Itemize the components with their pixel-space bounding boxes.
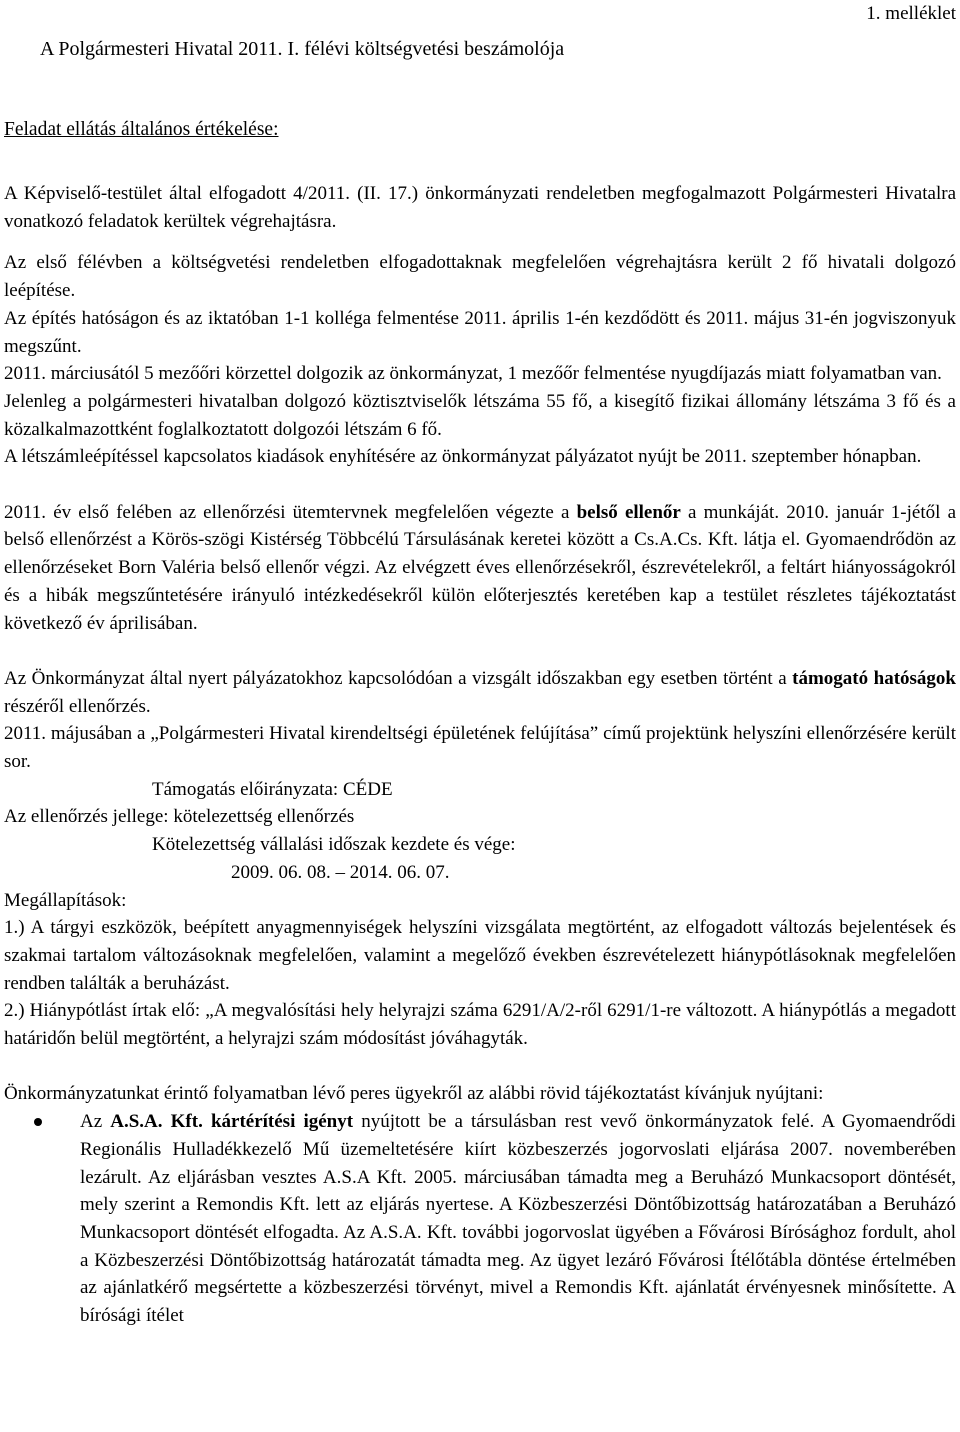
annex-label: 1. melléklet: [866, 3, 956, 24]
finding-2: 2.) Hiánypótlást írtak elő: „A megvalósítási hely helyrajzi száma 6291/A/2-ről 6291/1-re változott. A hiánypótlás a megadott határidőn belül megtörtént, a helyrajzi szám módosítást jóváhagyták.: [4, 1000, 956, 1050]
period-dates: 2009. 06. 08. – 2014. 06. 07.: [231, 861, 450, 883]
list-item: Az A.S.A. Kft. kártérítési igényt nyújtott be a társulásban rest vevő önkormányzatok felé. A Gyomaendrődi Regionális Hulladékkezelő Mű üzemeltetésére kiírt közbeszerzés jogorvoslati eljárása 2007. novemberében lezárult. Az eljárásban vesztes A.S.A Kft. 2005. márciusában támadta meg a Beruházó Munkacsoport döntését, mely szerint a Remondis Kft. lett az eljárás nyertese. A Közbeszerzési Döntőbizottság határozatában a Beruházó Munkacsoport döntését elfogadta. Az A.S.A. Kft. további jogorvoslat ügyében a Fővárosi Bírósághoz fordult, ahol a Közbeszerzési Döntőbizottság határozatát támadta meg. Az ügyet lezáró Fővárosi Ítélőtábla döntése értelmében az ajánlatkérő megsértette a közbeszerzési törvényt, mivel a Remondis Kft. ajánlatát érvényesnek minősítette. A bírósági ítélet: [4, 1108, 956, 1330]
support-line: Támogatás előirányzata: CÉDE: [152, 778, 393, 800]
lawsuit-list: [4, 1108, 956, 1330]
paragraph-downsizing: Az első félévben a költségvetési rendeletben elfogadottaknak megfelelően végrehajtásra került 2 fő hivatali dolgozó leépítése.: [4, 252, 956, 302]
paragraph-project-check: 2011. májusában a „Polgármesteri Hivatal kirendeltségi épületének felújítása” című projektünk helyszíni ellenőrzésére került sor.: [4, 723, 956, 773]
findings-label: Megállapítások:: [4, 889, 127, 911]
section-title: Feladat ellátás általános értékelése:: [4, 119, 279, 140]
bullet-icon: [34, 1118, 42, 1126]
document-title: A Polgármesteri Hivatal 2011. I. félévi költségvetési beszámolója: [40, 38, 565, 60]
paragraph-dismissals: Az építés hatóságon és az iktatóban 1-1 kolléga felmentése 2011. április 1-én kezdődött és 2011. május 31-én jogviszonyuk megszűnt.: [4, 307, 956, 357]
paragraph-mandate: A Képviselő-testület által elfogadott 4/2011. (II. 17.) önkormányzati rendeletben megfogalmazott Polgármesteri Hivatalra vonatkozó feladatok kerültek végrehajtásra.: [4, 183, 956, 232]
finding-1: 1.) A tárgyi eszközök, beépített anyagmennyiségek helyszíni vizsgálata megtörtént, az elfogadott változás bejelentések és szakmai tartalom változásoknak megfelelően, valamint a megelőző években észrevételezett hiánypótlásoknak megfelelően rendben találták a beruházást.: [4, 917, 956, 994]
document-body: [4, 180, 956, 1330]
check-type-line: Az ellenőrzés jellege: kötelezettség ellenőrzés: [4, 806, 355, 828]
paragraph-authority-check: Az Önkormányzat által nyert pályázatokhoz kapcsolódóan a vizsgált időszakban egy esetben történt a támogató hatóságok részéről ellenőrzés.: [4, 667, 956, 717]
paragraph-field-guards: 2011. márciusától 5 mezőőri körzettel dolgozik az önkormányzat, 1 mezőőr felmentése nyugdíjazás miatt folyamatban van.: [4, 363, 942, 385]
paragraph-grant-application: A létszámleépítéssel kapcsolatos kiadások enyhítésére az önkormányzat pályázatot nyújt be 2011. szeptember hónapban.: [4, 446, 922, 468]
paragraph-headcount: Jelenleg a polgármesteri hivatalban dolgozó köztisztviselők létszáma 55 fő, a kisegítő fizikai állomány létszáma 3 fő és a közalkalmazottként foglalkoztatott dolgozói létszám 6 fő.: [4, 390, 956, 440]
paragraph-lawsuits-intro: Önkormányzatunkat érintő folyamatban lévő peres ügyekről az alábbi rövid tájékoztatást kívánjuk nyújtani:: [4, 1083, 824, 1105]
commitment-period-line: Kötelezettség vállalási időszak kezdete és vége:: [152, 834, 516, 856]
paragraph-internal-audit: 2011. év első felében az ellenőrzési ütemtervnek megfelelően végezte a belső ellenőr a munkáját. 2010. január 1-jétől a belső ellenőrzést a Körös-szögi Kistérség Többcélú Társulásának keretei között a Cs.A.Cs. Kft. látja el. Gyomaendrődön az ellenőrzéseket Born Valéria belső ellenőr végzi. Az elvégzett éves ellenőrzésekről, észrevételekről, a feltárt hiányosságokról és a hibák megszűntetésére irányuló intézkedésekről külön előterjesztés keretében kap a testület részletes tájékoztatást következő év áprilisában.: [4, 501, 956, 634]
